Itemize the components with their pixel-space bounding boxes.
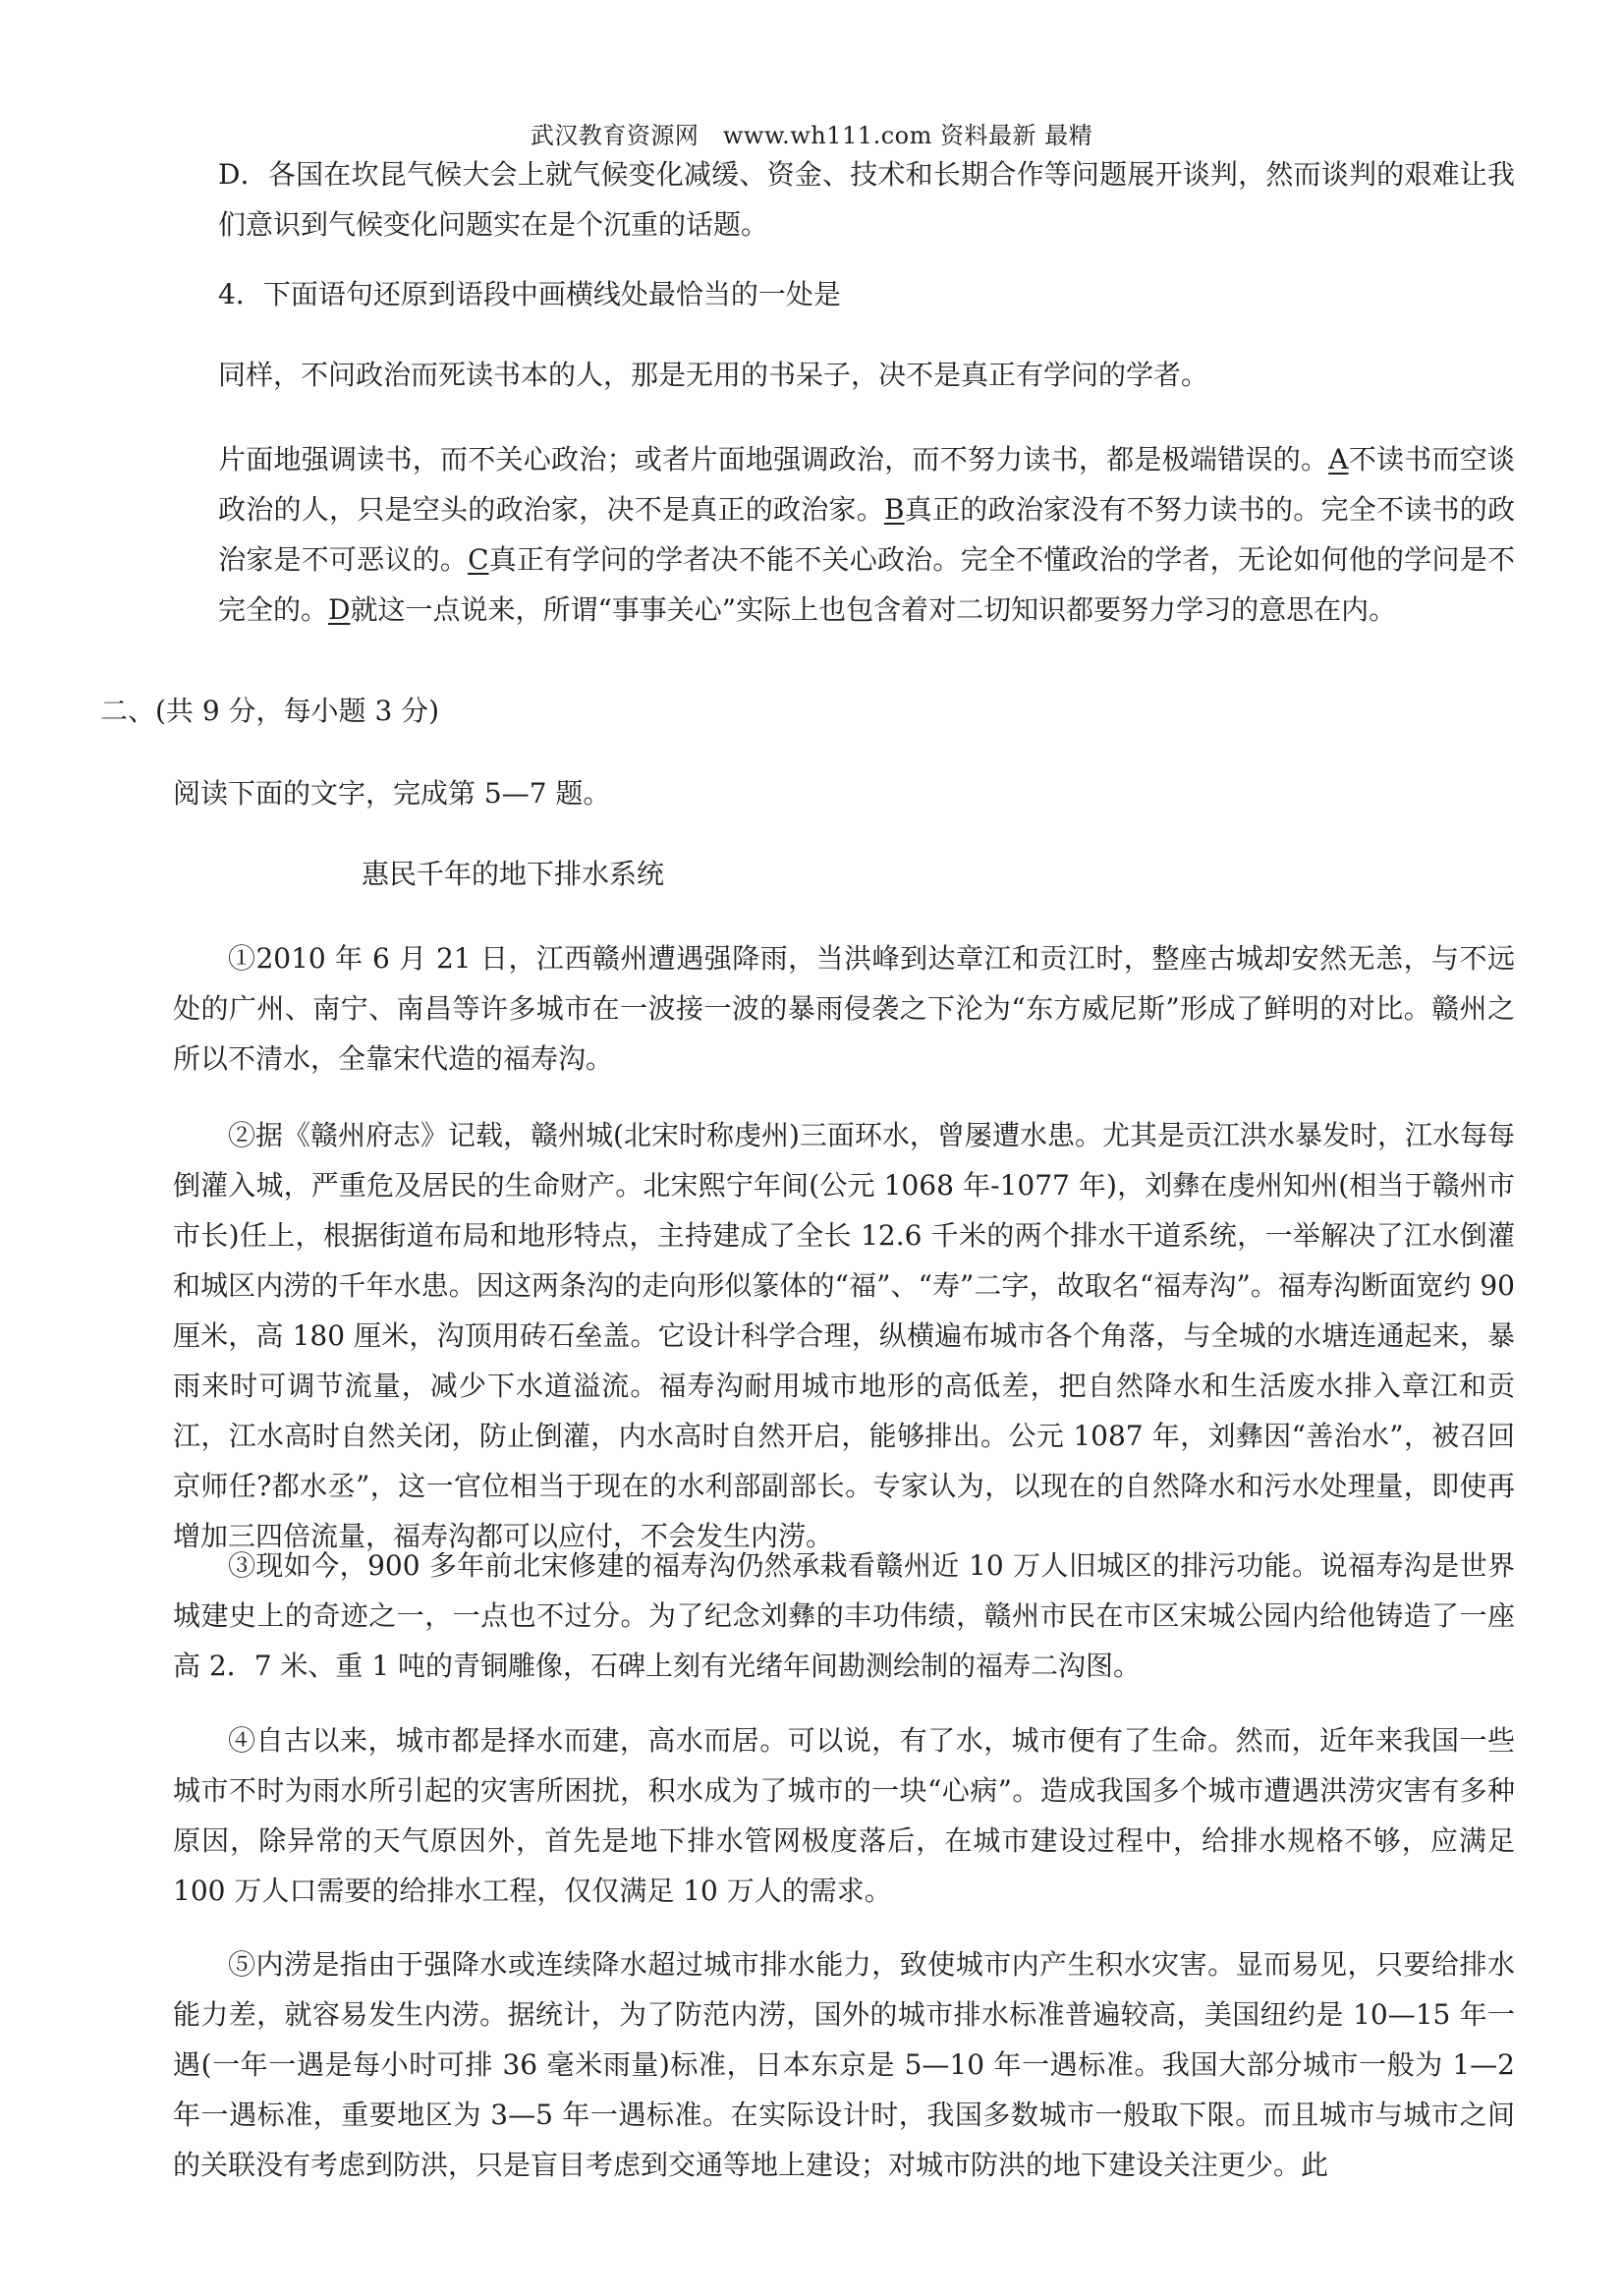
section-2-heading: 二、(共 9 分，每小题 3 分) xyxy=(100,695,440,727)
section-2-instruction: 阅读下面的文字，完成第 5—7 题。 xyxy=(173,777,611,810)
q4-marker-b: B xyxy=(883,493,905,526)
article-paragraph-5: ⑤内涝是指由于强降水或连续降水超过城市排水能力，致使城市内产生积水灾害。显而易见，只要给排水能力差，就容易发生内涝。据统计，为了防范内涝，国外的城市排水标准普遍较高，美国纽约是 10—15 年一遇(一年一遇是每小时可排 36 毫米雨量)标准，日本东京是 5—10 年一遇标准。我国大部分城市一般为 1—2 年一遇标准，重要地区为 3—5 年一遇标准。在实际设计时，我国多数城市一般取下限。而且城市与城市之间的关联没有考虑到防洪，只是盲目考虑到交通等地上建设；对城市防洪的地下建设关注更少。此 xyxy=(173,1948,1515,2181)
q4-passage-text: 真正的政治家没有不努力读书的。完全不读书的政治家是不可恶议的。 xyxy=(218,493,1515,576)
q4-passage xyxy=(218,434,1515,635)
q4-passage-text: 就这一点说来，所谓“事事关心”实际上也包含着对二切知识都要努力学习的意思在内。 xyxy=(350,593,1397,626)
article-paragraph-4: ④自古以来，城市都是择水而建，高水而居。可以说，有了水，城市便有了生命。然而，近年来我国一些城市不时为雨水所引起的灾害所困扰，积水成为了城市的一块“心病”。造成我国多个城市遭遇洪涝灾害有多种原因，除异常的天气原因外，首先是地下排水管网极度落后，在城市建设过程中，给排水规格不够，应满足 100 万人口需要的给排水工程，仅仅满足 10 万人的需求。 xyxy=(173,1724,1515,1907)
q4-prompt: 4．下面语句还原到语段中画横线处最恰当的一处是 xyxy=(218,278,841,310)
q4-marker-c: C xyxy=(468,543,489,576)
q4-passage-text: 片面地强调读书，而不关心政治；或者片面地强调政治，而不努力读书，都是极端错误的。 xyxy=(218,443,1329,476)
article-title: 惠民千年的地下排水系统 xyxy=(362,858,665,890)
article-paragraph-1: ①2010 年 6 月 21 日，江西赣州遭遇强降雨，当洪峰到达章江和贡江时，整座古城却安然无恙，与不远处的广州、南宁、南昌等许多城市在一波接一波的暴雨侵袭之下沦为“东方威尼斯”形成了鲜明的对比。赣州之所以不清水，全靠宋代造的福寿沟。 xyxy=(173,942,1515,1075)
article-paragraph-2: ②据《赣州府志》记载，赣州城(北宋时称虔州)三面环水，曾屡遭水患。尤其是贡江洪水暴发时，江水每每倒灌入城，严重危及居民的生命财产。北宋熙宁年间(公元 1068 年-1077 年)，刘彝在虔州知州(相当于赣州市市长)任上，根据街道布局和地形特点，主持建成了全长 12.6 千米的两个排水干道系统，一举解决了江水倒灌和城区内涝的千年水患。因这两条沟的走向形似篆体的“福”、“寿”二字，故取名“福寿沟”。福寿沟断面宽约 90 厘米，高 180 厘米，沟顶用砖石垒盖。它设计科学合理，纵横遍布城市各个角落，与全城的水塘连通起来，暴雨来时可调节流量，减少下水道溢流。福寿沟耐用城市地形的高低差，把自然降水和生活废水排入章江和贡江，江水高时自然关闭，防止倒灌，内水高时自然开启，能够排出。公元 1087 年，刘彝因“善治水”，被召回京师任?都水丞”，这一官位相当于现在的水利部副部长。专家认为，以现在的自然降水和污水处理量，即使再增加三四倍流量，福寿沟都可以应付，不会发生内涝。 xyxy=(173,1119,1515,1552)
q4-marker-d: D xyxy=(328,593,351,626)
q4-passage-text: 不读书而空谈政治的人，只是空头的政治家，决不是真正的政治家。 xyxy=(218,443,1515,526)
q4-sentence: 同样，不问政治而死读书本的人，那是无用的书呆子，决不是真正有学问的学者。 xyxy=(218,359,1209,391)
page-header: 武汉教育资源网 www.wh111.com 资料最新 最精 xyxy=(530,122,1093,149)
q3-option-d: D．各国在坎昆气候大会上就气候变化减缓、资金、技术和长期合作等问题展开谈判，然而谈判的艰难让我们意识到气候变化问题实在是个沉重的话题。 xyxy=(218,158,1515,241)
q4-passage-text: 真正有学问的学者决不能不关心政治。完全不懂政治的学者，无论如何他的学问是不完全的。 xyxy=(218,543,1515,626)
q4-marker-a: A xyxy=(1328,443,1349,476)
article-paragraph-3: ③现如今，900 多年前北宋修建的福寿沟仍然承栽看赣州近 10 万人旧城区的排污功能。说福寿沟是世界城建史上的奇迹之一，一点也不过分。为了纪念刘彝的丰功伟绩，赣州市民在市区宋城公园内给他铸造了一座高 2．7 米、重 1 吨的青铜雕像，石碑上刻有光绪年间勘测绘制的福寿二沟图。 xyxy=(173,1549,1515,1682)
